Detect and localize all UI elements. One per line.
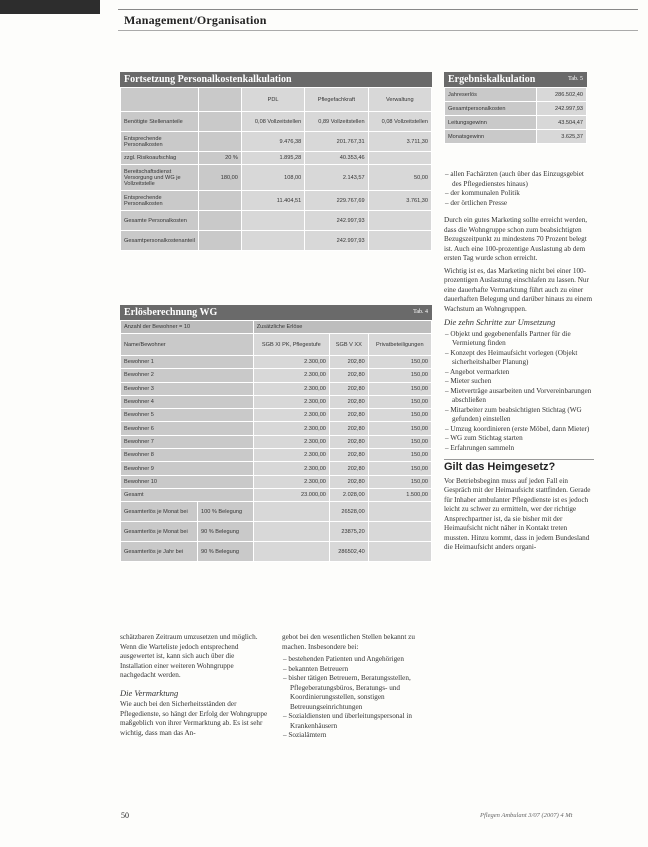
tab-tag: Tab. 5 bbox=[568, 76, 583, 82]
summary-row bbox=[121, 542, 432, 562]
step-item: – Konzept des Heimaufsicht vorlegen (Objekt sicherheitshalber Planung) bbox=[445, 348, 578, 366]
cell: 2.300,00 bbox=[253, 449, 329, 462]
table-row bbox=[121, 422, 432, 435]
cell bbox=[368, 152, 431, 165]
personal-table bbox=[120, 87, 432, 251]
cell: 201.767,31 bbox=[305, 132, 368, 152]
row-label: Bewohner 1 bbox=[121, 356, 254, 369]
row-label: Jahreserlös bbox=[445, 88, 537, 102]
table-row bbox=[121, 191, 432, 211]
row-label: Entsprechende Personalkosten bbox=[121, 132, 199, 152]
section-title: Management/Organisation bbox=[124, 13, 267, 27]
row-label: Bewohner 6 bbox=[121, 422, 254, 435]
summary-row bbox=[121, 522, 432, 542]
erlos-table-title bbox=[120, 305, 432, 320]
paragraph: schätzbaren Zeitraum umzusetzen und möglich. Wenn die Warteliste jedoch entsprechend ausgewertet ist, kann sich auch über die Installation einer weiteren Wohngruppe nachgedacht werden. bbox=[120, 633, 258, 679]
cell: 2.300,00 bbox=[253, 395, 329, 408]
row-label: zzgl. Risikoaufschlag bbox=[121, 152, 199, 165]
cell bbox=[198, 191, 241, 211]
cell: 229.767,69 bbox=[305, 191, 368, 211]
cell bbox=[368, 231, 431, 251]
section-heading: Gilt das Heimgesetz? bbox=[444, 459, 594, 473]
row-label: Bewohner 5 bbox=[121, 409, 254, 422]
col-head: SGB XI PK, Pflegestufe bbox=[253, 334, 329, 356]
table-row bbox=[445, 102, 587, 116]
cell: 202,80 bbox=[329, 356, 368, 369]
row-label: Bewohner 7 bbox=[121, 435, 254, 448]
paragraph: Vor Betriebsbeginn muss auf jeden Fall ein Gespräch mit der Heimaufsicht stattfinden. Gerade für Inhaber ambulanter Pflegedienste ist es jedoch leicht zu schwer zu ermitteln, wer der richtige Ansprechpartner ist, da sie bisher mit der Heimaufsicht nicht näher in Kontakt treten mussten. Hinzu kommt, dass in jedem Bundesland die Heimaufsicht anders organi- bbox=[444, 476, 591, 551]
anzahl-label: Anzahl der Bewohner = 10 bbox=[121, 321, 254, 334]
cell: 1.500,00 bbox=[368, 488, 431, 501]
step-item: – Mietverträge ausarbeiten und Vorvereinbarungen abschließen bbox=[445, 386, 592, 404]
col-head: Pflegefachkraft bbox=[305, 88, 368, 112]
bullet: – bisher tätigen Betreuern, Beratungsstellen, Pflegeberatungsbüros, Beratungs- und Koordinierungsstellen, sonstigen Betreuungseinrichtungen bbox=[283, 674, 411, 711]
step-item: – Erfahrungen sammeln bbox=[445, 443, 515, 452]
cell: 108,00 bbox=[241, 165, 304, 191]
row-label: Gesamterlös je Jahr bei bbox=[121, 542, 198, 562]
cell: 202,80 bbox=[329, 422, 368, 435]
cell: 286502,40 bbox=[329, 542, 368, 562]
cell: 202,80 bbox=[329, 395, 368, 408]
cell: 2.300,00 bbox=[253, 382, 329, 395]
cell: 202,80 bbox=[329, 369, 368, 382]
row-label: Entsprechende Personalkosten bbox=[121, 191, 199, 211]
cell: 202,80 bbox=[329, 382, 368, 395]
row-label: Bereitschaftsdienst Versorgung und WG je Vollzeitstelle bbox=[121, 165, 199, 191]
table-row bbox=[121, 369, 432, 382]
table-row bbox=[121, 462, 432, 475]
cell: 150,00 bbox=[368, 409, 431, 422]
cell: 2.300,00 bbox=[253, 356, 329, 369]
table-row bbox=[121, 409, 432, 422]
cell: 150,00 bbox=[368, 449, 431, 462]
col-head: Privatbeteiligungen bbox=[368, 334, 431, 356]
header-rule-block bbox=[0, 0, 100, 14]
subheading: Die Vermarktung bbox=[120, 687, 179, 698]
ergebnis-title bbox=[444, 72, 587, 87]
cell bbox=[198, 211, 241, 231]
table-row bbox=[121, 395, 432, 408]
header-underline bbox=[118, 30, 638, 31]
table-row bbox=[121, 112, 432, 132]
paragraph: Wichtig ist es, das Marketing nicht bei einer 100-prozentigen Auslastung einschlafen zu lassen. Nur eine dauerhafte Vermarktung führt auch zu einer dauerhaften Belegung und darüber hinaus zu einem Wachstum an Wohngruppen. bbox=[444, 266, 593, 313]
row-label: Bewohner 9 bbox=[121, 462, 254, 475]
cell: 180,00 bbox=[198, 165, 241, 191]
cell: 0,08 Vollzeitstellen bbox=[368, 112, 431, 132]
step-item: – Angebot vermarkten bbox=[445, 367, 510, 376]
summary-row bbox=[121, 502, 432, 522]
cell: 242.997,93 bbox=[305, 231, 368, 251]
tab-tag: Tab. 4 bbox=[413, 309, 428, 315]
cell: 2.300,00 bbox=[253, 409, 329, 422]
table-row bbox=[121, 435, 432, 448]
cell bbox=[198, 112, 241, 132]
bullet: – der örtlichen Presse bbox=[445, 198, 508, 207]
zusatz-label: Zusätzliche Erlöse bbox=[253, 321, 431, 334]
cell: 202,80 bbox=[329, 462, 368, 475]
cell: 150,00 bbox=[368, 422, 431, 435]
table-row bbox=[445, 88, 587, 102]
cell: 286.502,40 bbox=[537, 88, 587, 102]
row-label: Gesamtpersonalkosten bbox=[445, 102, 537, 116]
header-rule bbox=[118, 9, 638, 10]
cell: 11.404,51 bbox=[241, 191, 304, 211]
paragraph: Wie auch bei den Sicherheitsständen der Pflegedienste, so hängt der Erfolg der Wohngruppe maßgeblich von ihrer Vermarktung ab. Es ist sehr wichtig, dass man das An- bbox=[120, 700, 268, 737]
bullet: – Sozialdiensten und überleitungspersonal in Krankenhäusern bbox=[283, 712, 412, 730]
cell bbox=[241, 211, 304, 231]
table-row bbox=[445, 116, 587, 130]
table-row bbox=[121, 488, 432, 501]
step-item: – Mieter suchen bbox=[445, 377, 492, 385]
table-row bbox=[121, 211, 432, 231]
row-label: Gesamte Personalkosten bbox=[121, 211, 199, 231]
cell: 23.000,00 bbox=[253, 488, 329, 501]
cell: 3.761,30 bbox=[368, 191, 431, 211]
erlos-table bbox=[120, 320, 432, 562]
cell: 23875,20 bbox=[329, 522, 368, 542]
cell: 90 % Belegung bbox=[198, 542, 254, 562]
cell: 2.300,00 bbox=[253, 435, 329, 448]
cell: 100 % Belegung bbox=[198, 502, 254, 522]
personal-table-title: Fortsetzung Personalkostenkalkulation bbox=[120, 72, 432, 87]
cell: 43.504,47 bbox=[537, 116, 587, 130]
bullet: – bestehenden Patienten und Angehörigen bbox=[283, 655, 404, 663]
subheading: Die zehn Schritte zur Umsetzung bbox=[444, 317, 556, 327]
cell bbox=[368, 211, 431, 231]
cell: 40.353,46 bbox=[305, 152, 368, 165]
row-label: Gesamtpersonalkostenanteil bbox=[121, 231, 199, 251]
cell: 150,00 bbox=[368, 435, 431, 448]
step-item: – Umzug koordinieren (erste Möbel, dann Mieter) bbox=[445, 424, 590, 433]
table-row bbox=[121, 475, 432, 488]
row-label: Bewohner 8 bbox=[121, 449, 254, 462]
table-row bbox=[121, 165, 432, 191]
cell: 3.625,37 bbox=[537, 130, 587, 144]
cell: 2.300,00 bbox=[253, 369, 329, 382]
bullet: – bekannten Betreuern bbox=[283, 664, 349, 673]
row-label: Bewohner 2 bbox=[121, 369, 254, 382]
cell: 0,89 Vollzeitstellen bbox=[305, 112, 368, 132]
footer-citation: Pflegen Ambulant 3/07 (2007) 4 Mt bbox=[480, 812, 573, 819]
col-head: SGB V XX bbox=[329, 334, 368, 356]
row-label: Leitungsgewinn bbox=[445, 116, 537, 130]
cell: 90 % Belegung bbox=[198, 522, 254, 542]
ergebnis-panel bbox=[444, 72, 587, 144]
cell: 3.711,30 bbox=[368, 132, 431, 152]
personal-table-panel bbox=[120, 72, 432, 251]
cell: 2.143,57 bbox=[305, 165, 368, 191]
col-head: Verwaltung bbox=[368, 88, 431, 112]
paragraph: Durch ein gutes Marketing sollte erreicht werden, dass die Wohngruppe schon zum beabsichtigten Bezugszeitpunkt zu mindestens 70 Prozent belegt ist. Auch eine 100-prozentige Auslastung ab dem ersten Tag wurde schon erreicht. bbox=[444, 216, 588, 262]
cell bbox=[198, 231, 241, 251]
cell: 150,00 bbox=[368, 369, 431, 382]
row-label: Monatsgewinn bbox=[445, 130, 537, 144]
cell: 2.300,00 bbox=[253, 462, 329, 475]
table-row bbox=[121, 449, 432, 462]
bullet: – Sozialämtern bbox=[283, 731, 327, 739]
cell: 202,80 bbox=[329, 475, 368, 488]
erlos-table-panel bbox=[120, 305, 432, 562]
cell bbox=[198, 132, 241, 152]
row-label: Bewohner 10 bbox=[121, 475, 254, 488]
cell: 2.028,00 bbox=[329, 488, 368, 501]
cell: 150,00 bbox=[368, 475, 431, 488]
row-label: Gesamt bbox=[121, 488, 254, 501]
table-row bbox=[121, 382, 432, 395]
table-row bbox=[121, 356, 432, 369]
cell: 202,80 bbox=[329, 409, 368, 422]
table-row bbox=[121, 152, 432, 165]
step-item: – Mitarbeiter zum beabsichtigten Stichtag (WG gefunden) einstellen bbox=[445, 405, 582, 423]
cell: 242.997,93 bbox=[537, 102, 587, 116]
col-head: PDL bbox=[241, 88, 304, 112]
cell: 26528,00 bbox=[329, 502, 368, 522]
cell: 202,80 bbox=[329, 449, 368, 462]
row-label: Bewohner 4 bbox=[121, 395, 254, 408]
cell: 1.895,28 bbox=[241, 152, 304, 165]
cell: 202,80 bbox=[329, 435, 368, 448]
step-item: – WG zum Stichtag starten bbox=[445, 434, 523, 442]
cell: 150,00 bbox=[368, 462, 431, 475]
left-column bbox=[120, 633, 268, 741]
cell: 150,00 bbox=[368, 382, 431, 395]
middle-column bbox=[282, 633, 432, 741]
step-item: – Objekt und gegebenenfalls Partner für die Vermietung finden bbox=[445, 329, 571, 347]
bullet: – allen Fachärzten (auch über das Einzugsgebiet des Pflegedienstes hinaus) bbox=[445, 170, 584, 188]
row-label: Gesamterlös je Monat bei bbox=[121, 522, 198, 542]
row-label: Gesamterlös je Monat bei bbox=[121, 502, 198, 522]
table-row bbox=[445, 130, 587, 144]
erlos-title-text: Erlösberechnung WG bbox=[124, 307, 218, 318]
col-head: Name/Bewohner bbox=[121, 334, 254, 356]
row-label: Benötigte Stellenanteile bbox=[121, 112, 199, 132]
cell: 50,00 bbox=[368, 165, 431, 191]
bullet: – der kommunalen Politik bbox=[445, 189, 520, 197]
page-number: 50 bbox=[121, 811, 129, 820]
cell: 150,00 bbox=[368, 356, 431, 369]
ergebnis-title-text: Ergebniskalkulation bbox=[448, 74, 536, 85]
cell: 9.476,38 bbox=[241, 132, 304, 152]
paragraph: gebot bei den wesentlichen Stellen bekannt zu machen. Insbesondere bei: bbox=[282, 633, 415, 651]
cell: 2.300,00 bbox=[253, 475, 329, 488]
cell: 150,00 bbox=[368, 395, 431, 408]
cell: 0,08 Vollzeitstellen bbox=[241, 112, 304, 132]
cell: 2.300,00 bbox=[253, 422, 329, 435]
ergebnis-table bbox=[444, 87, 587, 144]
cell: 242.997,93 bbox=[305, 211, 368, 231]
cell: 20 % bbox=[198, 152, 241, 165]
table-row bbox=[121, 132, 432, 152]
right-column bbox=[444, 170, 594, 556]
table-row bbox=[121, 231, 432, 251]
cell bbox=[241, 231, 304, 251]
row-label: Bewohner 3 bbox=[121, 382, 254, 395]
